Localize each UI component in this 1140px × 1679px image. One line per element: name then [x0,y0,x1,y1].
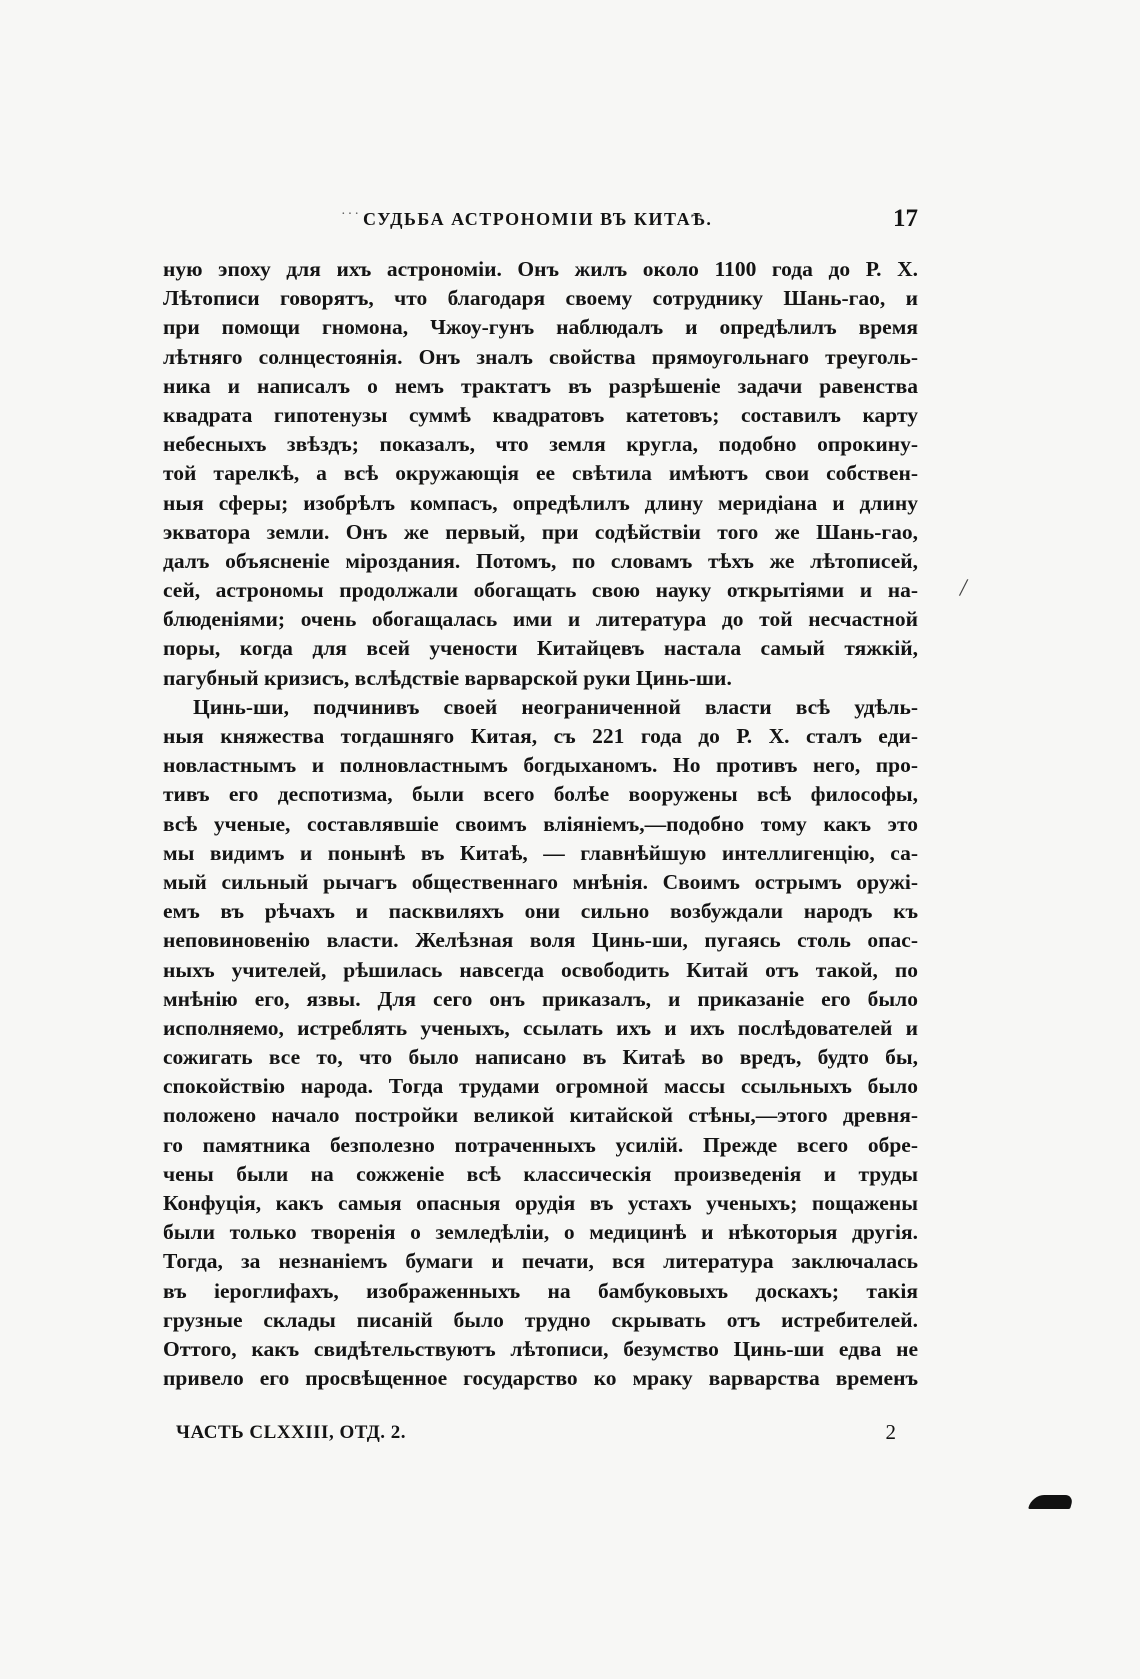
text-line: блюденіями; очень обогащалась ими и литература до той несчастной [163,607,918,632]
text-line: тивъ его деспотизма, были всего болѣе вооружены всѣ философы, [163,782,918,807]
text-line: далъ объясненіе міроздания. Потомъ, по словамъ тѣхъ же лѣтописей, [163,548,918,573]
signature-mark: ЧАСТЬ CLXXIII, ОТД. 2. [176,1422,407,1443]
text-line: новластнымъ и полновластнымъ богдыханомъ. Но противъ него, про- [163,753,918,778]
text-line: мнѣнію его, язвы. Для сего онъ приказалъ, и приказаніе его было [163,986,918,1011]
text-line: были только творенія о земледѣліи, о медицинѣ и нѣкоторыя другія. [163,1220,918,1245]
text-line: ныхъ учителей, рѣшилась навсегда освободить Китай отъ такой, по [163,957,918,982]
text-line: сожигать все то, что было написано въ Китаѣ во вредъ, будто бы, [163,1045,918,1070]
text-line: емъ въ рѣчахъ и пасквиляхъ они сильно возбуждали народъ къ [163,899,918,924]
text-line: привело его просвѣщенное государство ко мраку варварства временъ [163,1366,918,1391]
text-line: чены были на сожженіе всѣ классическія произведенія и труды [163,1161,918,1186]
running-head [163,205,918,241]
text-line: ныя сферы; изобрѣлъ компасъ, опредѣлилъ длину меридіана и длину [163,490,918,515]
text-line: мый сильный рычагъ общественнаго мнѣнія. Своимъ острымъ оружі- [163,869,918,894]
text-line: ника и написалъ о немъ трактатъ въ разрѣшеніе задачи равенства [163,373,918,398]
text-line: ную эпоху для ихъ астрономіи. Онъ жилъ около 1100 года до Р. Х. [163,257,918,281]
signature-number: 2 [885,1420,896,1444]
margin-mark: / [958,572,970,603]
ink-blot [1028,1495,1074,1509]
text-line: квадрата гипотенузы суммѣ квадратовъ катетовъ; составилъ карту [163,402,918,427]
text-line: поры, когда для всей учености Китайцевъ настала самый тяжкій, [163,636,918,661]
text-line: небесныхъ звѣздъ; показалъ, что земля кругла, подобно опрокину- [163,432,918,457]
text-line: Оттого, какъ свидѣтельствуютъ лѣтописи, безумство Цинь-ши едва не [163,1336,918,1361]
text-line: мы видимъ и понынѣ въ Китаѣ, — главнѣйшую интеллигенцію, са- [163,840,918,865]
text-line: лѣтняго солнцестоянія. Онъ зналъ свойства прямоугольнаго треуголь- [163,344,918,369]
text-line: го памятника безполезно потраченныхъ усилій. Прежде всего обре- [163,1132,918,1157]
text-line: въ іероглифахъ, изображенныхъ на бамбуковыхъ доскахъ; такія [163,1278,918,1303]
text-line: при помощи гномона, Чжоу-гунъ наблюдалъ и опредѣлилъ время [163,315,918,340]
text-line: ныя княжества тогдашняго Китая, съ 221 года до Р. Х. сталъ еди- [163,724,918,748]
text-line: Тогда, за незнаніемъ бумаги и печати, вся литература заключалась [163,1249,918,1274]
text-line: сей, астрономы продолжали обогащать свою науку открытіями и на- [163,578,918,603]
text-line: той тарелкѣ, а всѣ окружающія ее свѣтила имѣютъ свои собствен- [163,461,918,486]
page-number: 17 [893,205,918,232]
text-line: положено начало постройки великой китайской стѣны,—этого древня- [163,1103,918,1128]
body-text [163,255,918,1393]
text-line: всѣ ученые, составлявшіе своимъ вліяніемъ,—подобно тому какъ это [163,811,918,836]
text-line: спокойствію народа. Тогда трудами огромной массы ссыльныхъ было [163,1074,918,1099]
text-line: грузные склады писаній было трудно скрывать отъ истребителей. [163,1307,918,1332]
text-line: неповиновенію власти. Желѣзная воля Цинь-ши, пугаясь столь опас- [163,928,918,953]
text-line: экватора земли. Онъ же первый, при содѣйствіи того же Шань-гао, [163,519,918,544]
signature-line [176,1422,896,1450]
paragraph-start-line: Цинь-ши, подчинивъ своей неограниченной власти всѣ удѣль- [193,694,918,719]
text-line: Конфуція, какъ самыя опасныя орудія въ устахъ ученыхъ; пощажены [163,1191,918,1215]
text-line: Лѣтописи говорятъ, что благодаря своему сотруднику Шань-гао, и [163,286,918,311]
text-line: исполняемо, истреблять ученыхъ, ссылать ихъ и ихъ послѣдователей и [163,1015,918,1040]
text-line: пагубный кризисъ, вслѣдствіе варварской руки Цинь-ши. [163,665,732,690]
running-title: СУДЬБА АСТРОНОМІИ ВЪ КИТАѢ. [363,209,713,229]
header-dots: ··· [341,207,361,222]
